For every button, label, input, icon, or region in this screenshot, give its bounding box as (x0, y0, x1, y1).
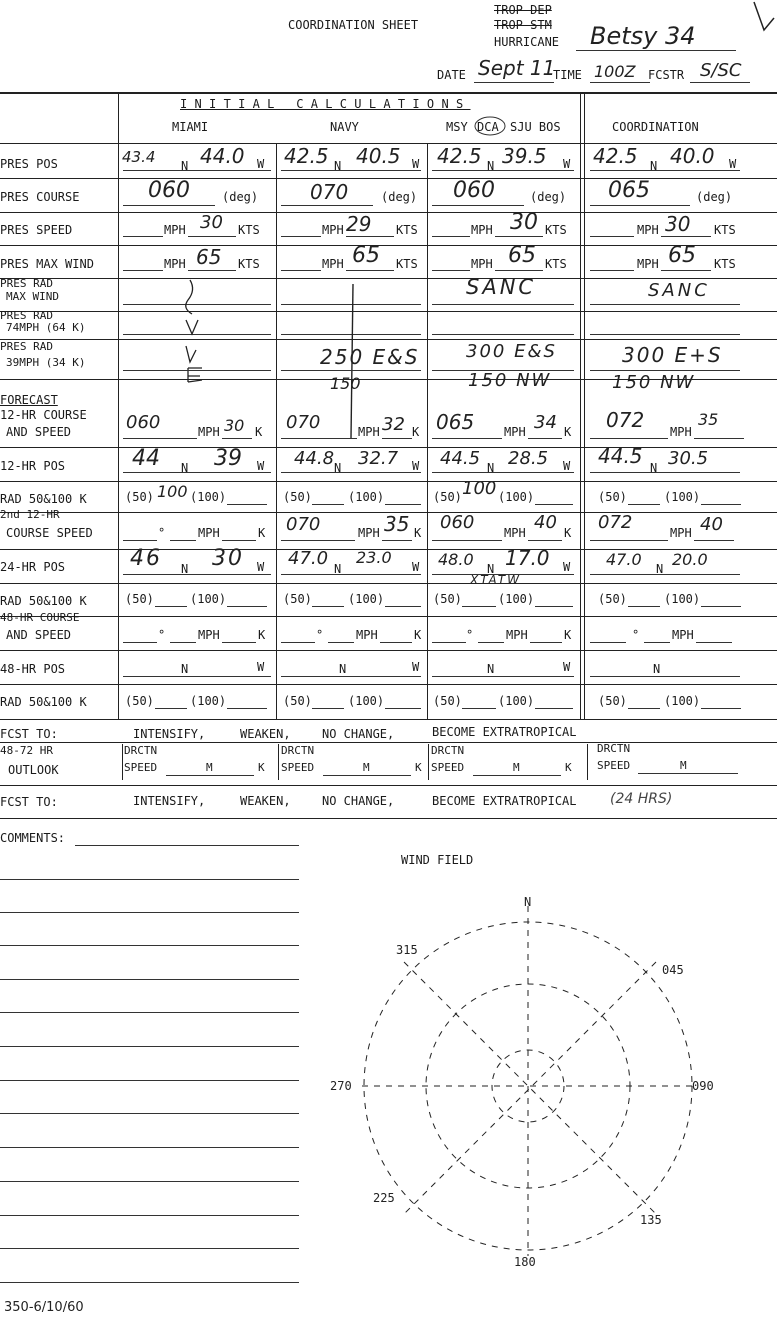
n-label: N (656, 562, 664, 576)
n-label: N (653, 662, 661, 676)
row-label-forecast-2: 12-HR COURSE (0, 408, 87, 422)
sec12-coord-course[interactable]: 072 (598, 512, 633, 533)
option-weaken[interactable]: WEAKEN, (240, 727, 291, 741)
row-label-outlook-1: 48-72 HR (0, 744, 53, 757)
deg-symbol: ° (158, 628, 166, 642)
row-label-course-speed: COURSE SPEED (6, 526, 93, 540)
pos-coord-lon[interactable]: 40.0 (670, 144, 715, 168)
row-label-forecast-1: FORECAST (0, 393, 58, 407)
speed-label: SPEED (597, 759, 631, 772)
rad-max-coord[interactable]: SANC (648, 280, 710, 301)
row-label-48hr-speed: AND SPEED (6, 628, 72, 642)
pos24-coord-lat[interactable]: 47.0 (606, 550, 642, 569)
time-label: TIME (553, 68, 582, 82)
rad100-label: (100) (190, 592, 227, 606)
row-label-rad-max-2: MAX WIND (6, 290, 59, 303)
sec12-msy-course[interactable]: 060 (440, 512, 475, 533)
rad50-label: (50) (283, 592, 312, 606)
deg-label: (deg) (530, 190, 567, 204)
option-become-extratropical[interactable]: BECOME EXTRATROPICAL (432, 725, 577, 739)
mph-label: MPH (637, 223, 659, 237)
deg-symbol: ° (466, 628, 474, 642)
deg-symbol: ° (632, 628, 640, 642)
n-label: N (487, 662, 495, 676)
mph-label: MPH (164, 223, 186, 237)
row-label-48hr-course: 48-HR COURSE (0, 611, 80, 624)
row-label-rad-max-1: PRES RAD (0, 277, 53, 290)
label-090: 090 (692, 1079, 714, 1093)
k-label: K (565, 761, 572, 774)
k-label: K (564, 425, 572, 439)
corner-mark-icon (750, 0, 777, 40)
w-label: W (257, 157, 265, 171)
n-label: N (650, 461, 658, 475)
pos12-navy-lat[interactable]: 44.8 (294, 448, 335, 469)
course-coord[interactable]: 065 (608, 178, 650, 203)
pos24-msy-lon[interactable]: 17.0 (505, 546, 550, 570)
row-label-forecast-3: AND SPEED (6, 425, 72, 439)
k-label: K (258, 628, 266, 642)
mph-label: MPH (670, 526, 692, 540)
row-label-pres-max-wind: PRES MAX WIND (0, 257, 94, 271)
rad100-label: (100) (190, 694, 227, 708)
pos24-msy-note[interactable]: XTATW (470, 573, 521, 587)
pos24-navy-lon[interactable]: 23.0 (356, 548, 392, 567)
pos12-miami-lat[interactable]: 44 (132, 446, 160, 471)
course-msy[interactable]: 060 (453, 178, 495, 203)
rad12-miami-50[interactable]: 100 (157, 482, 188, 501)
row-label-rad-12hr: RAD 50&100 K (0, 492, 87, 506)
k-label: K (255, 425, 263, 439)
rad50-label: (50) (598, 592, 627, 606)
w-label: W (412, 459, 420, 473)
w-label: W (563, 157, 571, 171)
k-label: K (564, 526, 572, 540)
rad12-msy-50[interactable]: 100 (462, 478, 497, 499)
pos-msy-lat[interactable]: 42.5 (437, 144, 482, 168)
rad39-msy-1[interactable]: 300 E&S (466, 341, 557, 362)
maxwind-navy[interactable]: 65 (352, 243, 380, 268)
pos12-coord-lon[interactable]: 30.5 (668, 448, 709, 469)
option-weaken-2[interactable]: WEAKEN, (240, 794, 291, 808)
n-label: N (334, 461, 342, 475)
kts-label: KTS (545, 223, 567, 237)
pos24-coord-lon[interactable]: 20.0 (672, 550, 708, 569)
n-label: N (181, 461, 189, 475)
k-label: K (564, 628, 572, 642)
kts-label: KTS (238, 257, 260, 271)
deg-label: (deg) (381, 190, 418, 204)
hrs24-note[interactable]: (24 HRS) (610, 791, 673, 807)
rad39-coord-2[interactable]: 150 NW (612, 372, 696, 393)
date-value[interactable]: Sept 11 (478, 56, 556, 80)
deg-label: (deg) (696, 190, 733, 204)
label-n: N (524, 895, 532, 909)
row-label-pres-course: PRES COURSE (0, 190, 80, 204)
pos12-msy-lon[interactable]: 28.5 (508, 448, 549, 469)
col-coordination: COORDINATION (612, 120, 699, 134)
speed-label: SPEED (281, 761, 315, 774)
mph-label: MPH (506, 628, 528, 642)
pos-coord-lat[interactable]: 42.5 (593, 144, 638, 168)
rad100-label: (100) (664, 694, 701, 708)
mph-label: MPH (198, 526, 220, 540)
row-label-rad-74-2: 74MPH (64 K) (6, 321, 86, 334)
comments-label: COMMENTS: (0, 831, 66, 845)
rad50-label: (50) (598, 694, 627, 708)
fcst-to-label-2: FCST TO: (0, 795, 58, 809)
fc12-coord-speed[interactable]: 35 (698, 410, 719, 429)
k-label: K (414, 526, 422, 540)
speed-label: SPEED (431, 761, 465, 774)
form-number: 350-6/10/60 (4, 1300, 84, 1315)
option-no-change-2[interactable]: NO CHANGE, (322, 794, 395, 808)
deg-label: (deg) (222, 190, 259, 204)
type-hurricane: HURRICANE (494, 35, 560, 49)
course-navy[interactable]: 070 (310, 180, 349, 204)
rad50-label: (50) (598, 490, 627, 504)
row-label-outlook-2: OUTLOOK (8, 763, 59, 777)
pos24-miami-lat[interactable]: 46 (130, 546, 162, 571)
pos12-navy-lon[interactable]: 32.7 (358, 448, 399, 469)
mph-label: MPH (198, 628, 220, 642)
row-label-rad-39-2: 39MPH (34 K) (6, 356, 86, 369)
col-sju-bos: SJU BOS (510, 120, 561, 134)
deg-symbol: ° (158, 526, 166, 540)
row-label-pres-speed: PRES SPEED (0, 223, 73, 237)
pos-miami-lat[interactable]: 43.4 (122, 148, 156, 166)
n-label: N (650, 159, 658, 173)
pos24-miami-lon[interactable]: 30 (212, 546, 244, 571)
row-label-2nd-12hr: 2nd 12-HR (0, 508, 60, 521)
rad100-label: (100) (664, 592, 701, 606)
mph-label: MPH (322, 223, 344, 237)
mph-label: MPH (471, 257, 493, 271)
sec12-navy-course[interactable]: 070 (286, 514, 321, 535)
mph-label: MPH (358, 526, 380, 540)
pos12-coord-lat[interactable]: 44.5 (598, 444, 643, 468)
kts-label: KTS (714, 257, 736, 271)
n-label: N (181, 562, 189, 576)
label-315: 315 (396, 943, 418, 957)
type-trop-stm: TROP STM (494, 18, 552, 32)
rad50-label: (50) (433, 592, 462, 606)
rad39-navy-1[interactable]: 250 E&S (320, 345, 420, 369)
n-label: N (487, 159, 495, 173)
col-msy: MSY (446, 120, 468, 134)
fc12-miami-speed[interactable]: 30 (224, 416, 245, 435)
m-label: M (206, 761, 213, 774)
k-label: K (415, 761, 422, 774)
label-270: 270 (330, 1079, 352, 1093)
mph-label: MPH (504, 425, 526, 439)
m-label: M (363, 761, 370, 774)
pos24-navy-lat[interactable]: 47.0 (288, 548, 329, 569)
rad39-navy-2[interactable]: 150 (330, 374, 361, 393)
speed-miami[interactable]: 30 (200, 212, 223, 233)
deg-symbol: ° (316, 628, 324, 642)
m-label: M (513, 761, 520, 774)
w-label: W (563, 459, 571, 473)
speed-navy[interactable]: 29 (346, 212, 372, 236)
rad50-label: (50) (125, 694, 154, 708)
label-045: 045 (662, 963, 684, 977)
col-dca: DCA (477, 120, 499, 134)
label-225: 225 (373, 1191, 395, 1205)
n-label: N (334, 562, 342, 576)
n-label: N (181, 159, 189, 173)
rad100-label: (100) (664, 490, 701, 504)
drctn-label: DRCTN (281, 744, 315, 757)
k-label: K (412, 425, 420, 439)
fc12-navy-course[interactable]: 070 (286, 412, 321, 433)
speed-coord[interactable]: 30 (665, 212, 691, 236)
type-trop-dep: TROP DEP (494, 3, 552, 17)
kts-label: KTS (238, 223, 260, 237)
fc12-coord-course[interactable]: 072 (606, 408, 645, 432)
col-miami: MIAMI (172, 120, 209, 134)
drctn-label: DRCTN (597, 742, 631, 755)
n-label: N (339, 662, 347, 676)
option-no-change[interactable]: NO CHANGE, (322, 727, 395, 741)
fcstr-label: FCSTR (648, 68, 685, 82)
pos-navy-lon[interactable]: 40.5 (356, 144, 401, 168)
mph-label: MPH (358, 425, 380, 439)
time-value[interactable]: 100Z (594, 62, 636, 81)
mph-label: MPH (670, 425, 692, 439)
fc12-navy-speed[interactable]: 32 (382, 414, 405, 435)
rad-max-msy[interactable]: SANC (466, 275, 537, 299)
rad50-label: (50) (283, 694, 312, 708)
kts-label: KTS (396, 223, 418, 237)
mph-label: MPH (672, 628, 694, 642)
rad50-label: (50) (125, 592, 154, 606)
mph-label: MPH (356, 628, 378, 642)
row-label-pres-pos: PRES POS (0, 157, 58, 171)
fcstr-value[interactable]: S/SC (700, 60, 742, 81)
option-intensify[interactable]: INTENSIFY, (133, 727, 206, 741)
k-label: K (414, 628, 422, 642)
rad39-msy-2[interactable]: 150 NW (468, 370, 552, 391)
w-label: W (257, 660, 265, 674)
kts-label: KTS (545, 257, 567, 271)
wind-field-diagram (320, 890, 740, 1280)
w-label: W (563, 660, 571, 674)
initial-calculations-header: INITIAL CALCULATIONS (180, 97, 471, 111)
kts-label: KTS (396, 257, 418, 271)
w-label: W (729, 157, 737, 171)
rad50-label: (50) (433, 490, 462, 504)
fc12-miami-course[interactable]: 060 (126, 412, 161, 433)
n-label: N (487, 461, 495, 475)
speed-label: SPEED (124, 761, 158, 774)
rad100-label: (100) (498, 694, 535, 708)
rad100-label: (100) (190, 490, 227, 504)
rad100-label: (100) (348, 592, 385, 606)
w-label: W (412, 660, 420, 674)
drctn-label: DRCTN (431, 744, 465, 757)
fc12-msy-speed[interactable]: 34 (534, 412, 557, 433)
option-intensify-2[interactable]: INTENSIFY, (133, 794, 206, 808)
rad50-label: (50) (125, 490, 154, 504)
maxwind-miami[interactable]: 65 (196, 245, 222, 269)
mph-label: MPH (504, 526, 526, 540)
n-label: N (487, 562, 495, 576)
row-label-rad-24hr: RAD 50&100 K (0, 594, 87, 608)
rad50-label: (50) (433, 694, 462, 708)
pos-navy-lat[interactable]: 42.5 (284, 144, 329, 168)
mph-label: MPH (637, 257, 659, 271)
w-label: W (257, 459, 265, 473)
n-label: N (181, 662, 189, 676)
drctn-label: DRCTN (124, 744, 158, 757)
row-label-rad-39-1: PRES RAD (0, 340, 53, 353)
m-label: M (680, 759, 687, 772)
mph-label: MPH (322, 257, 344, 271)
maxwind-msy[interactable]: 65 (508, 243, 536, 268)
sec12-msy-speed[interactable]: 40 (534, 512, 557, 533)
col-navy: NAVY (330, 120, 359, 134)
speed-msy[interactable]: 30 (510, 210, 538, 235)
wind-field-title: WIND FIELD (401, 853, 474, 867)
pos24-msy-lat[interactable]: 48.0 (438, 550, 474, 569)
row-label-rad-74-1: PRES RAD (0, 309, 53, 322)
rad100-label: (100) (498, 592, 535, 606)
fcst-to-label-1: FCST TO: (0, 727, 58, 741)
mph-label: MPH (471, 223, 493, 237)
rad39-coord-1[interactable]: 300 E+S (622, 343, 723, 367)
pos-miami-lon[interactable]: 44.0 (200, 144, 245, 168)
rad100-label: (100) (348, 490, 385, 504)
k-label: K (258, 761, 265, 774)
rad50-label: (50) (283, 490, 312, 504)
rad100-label: (100) (348, 694, 385, 708)
sheet-title: COORDINATION SHEET (288, 18, 419, 32)
w-label: W (563, 560, 571, 574)
k-label: K (258, 526, 266, 540)
row-label-12hr-pos: 12-HR POS (0, 459, 66, 473)
row-label-24hr-pos: 24-HR POS (0, 560, 66, 574)
date-label: DATE (437, 68, 466, 82)
row-label-48hr-pos: 48-HR POS (0, 662, 66, 676)
w-label: W (412, 560, 420, 574)
pos12-miami-lon[interactable]: 39 (214, 446, 242, 471)
kts-label: KTS (714, 223, 736, 237)
pos-msy-lon[interactable]: 39.5 (502, 144, 547, 168)
option-become-extratropical-2[interactable]: BECOME EXTRATROPICAL (432, 794, 577, 808)
w-label: W (257, 560, 265, 574)
rad100-label: (100) (498, 490, 535, 504)
w-label: W (412, 157, 420, 171)
sec12-navy-speed[interactable]: 35 (384, 512, 410, 536)
sec12-coord-speed[interactable]: 40 (700, 514, 723, 535)
label-180: 180 (514, 1255, 536, 1269)
dca-circle-mark (472, 115, 508, 137)
n-label: N (334, 159, 342, 173)
fc12-msy-course[interactable]: 065 (436, 410, 475, 434)
mph-label: MPH (164, 257, 186, 271)
maxwind-coord[interactable]: 65 (668, 243, 696, 268)
storm-name[interactable]: Betsy 34 (590, 22, 696, 50)
course-miami[interactable]: 060 (148, 178, 190, 203)
mph-label: MPH (198, 425, 220, 439)
label-135: 135 (640, 1213, 662, 1227)
pos12-msy-lat[interactable]: 44.5 (440, 448, 481, 469)
row-label-rad-48hr: RAD 50&100 K (0, 695, 87, 709)
